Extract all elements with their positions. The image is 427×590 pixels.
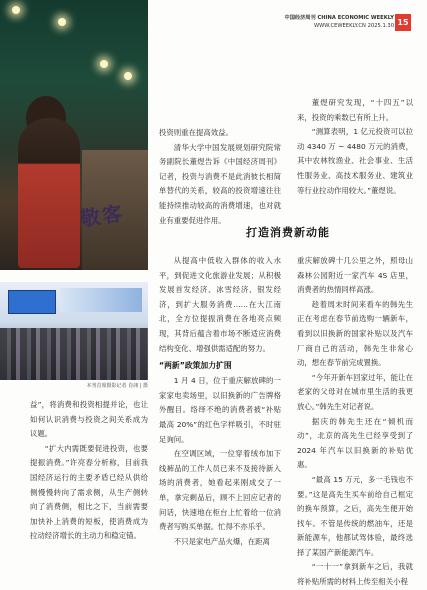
website-date: WWW.CEWEEKLY.CN 2025.1.30 <box>314 23 394 29</box>
paragraph: 益”，将消费和投资相提并论，也让如何认识消费与投资之间关系成为议题。 <box>30 400 148 439</box>
paragraph: 在空调区域，一位穿着绒布加下线裤品的工作人员已来不及接待新入场的消费者，她看起来刚成交了一单，拿完剩品后，顾不上回应记者的问话，快速地在柜台上忙着给一位消费者写购买单据。忙得不亦乐乎。 <box>159 449 281 532</box>
column-lower-middle <box>159 254 281 549</box>
column-lower-right <box>297 254 413 590</box>
column-upper-right <box>297 96 413 198</box>
lamp-light <box>100 60 108 68</box>
subheading: “两新”政策加力扩围 <box>159 361 232 371</box>
lamp-light <box>124 72 132 80</box>
stall-sign: 敬客 <box>78 201 126 231</box>
paragraph: “最高 15 万元，多一毛钱也不要。”这是高先生买车前给自己框定的换车预算，之后，高先生便开始找车。不管是传统的燃油车，还是新能源车，他都试驾体验，最终选择了某国产新能源汽车。 <box>297 474 413 557</box>
lamp-light <box>58 18 66 26</box>
column-lower-left <box>30 398 148 544</box>
running-header <box>285 14 394 30</box>
paragraph: 1 月 4 日，位于重庆解放碑的一家家电卖场里，以旧换新的广告牌格外醒目。络绎不绝的消费者被“补贴最高 20%”的红色字样吸引，不时驻足询问。 <box>159 376 281 444</box>
shopper-figure <box>18 118 80 268</box>
exhibition-banner <box>60 288 142 312</box>
paragraph: 董煜研究发现，“十四五”以来，投资的乘数已有所上升。 <box>297 98 413 122</box>
paragraph: 从提高中低收入群体的收入水平，到促进文化旅游业发展；从积极发展首发经济、冰雪经济、银发经济，到扩大服务消费……在大江南北，全方位提振消费在各地亮点频现，其背后蕴含着市场不断适应消费结构变化、增强供需适配的努力。 <box>159 256 281 353</box>
market-photo <box>0 0 148 270</box>
paragraph: 趁着周末时间来看车的韩先生正在考虑在春节前选购一辆新车，看到以旧换新的国家补贴以及汽车厂商自己的活动，韩先生非常心动，想在春节前完成置换。 <box>297 299 413 368</box>
paragraph: 投资则重在提高效益。 <box>159 128 233 137</box>
photo-caption: 本刊首席摄影记者 肖翊 | 摄 <box>86 383 148 389</box>
exhibition-photo <box>0 282 148 380</box>
paragraph: 不只是家电产品火爆，在距离 <box>173 536 270 546</box>
paragraph: 清华大学中国发展规划研究院常务副院长董煜告诉《中国经济周刊》记者，投资与消费不是此消彼长相简单替代的关系，较高的投资增速往往能持续推动较高的消费增速，也对就业有重要促进作用。 <box>159 142 281 225</box>
section-heading: 打造消费新动能 <box>246 226 330 239</box>
paragraph: “扩大内需既要促进投资，也要提振消费。”许亮春分析称，目前我国经济运行的主要矛盾已经从供给侧慢慢转向了需求侧，从生产侧转向了消费侧，相比之下，当前需要加快补上消费的短板，使消费成为拉动经济增长的主动力和稳定锚。 <box>30 443 148 541</box>
paragraph: 据庆的韩先生还在“倾机而动”，北京的高先生已经享受到了 2024 年汽车以旧换新的补贴优惠。 <box>297 416 413 470</box>
paragraph: 重庆解放碑十几公里之外，照母山森林公园附近一家汽车 4S 店里，消费者的热情同样高涨。 <box>297 256 413 295</box>
paragraph: “一十一”拿到新车之后，我就将补贴所需的材料上传至相关小程 <box>297 562 413 587</box>
magazine-name: 中国经济周刊 CHINA ECONOMIC WEEKLY <box>284 15 394 21</box>
paragraph: “今年开新车回家过年，能让在老家的父母对在城市里生活的我更放心。”韩先生对记者说。 <box>297 372 413 411</box>
paragraph: “测算表明，1 亿元投资可以拉动 4340 万 ~ 4480 万元的消费，其中农林牧渔业、社会事业、生活性服务业、高技术服务业、建筑业等行业拉动作用较大。”董煜说。 <box>297 127 413 195</box>
visitor-crowd <box>0 328 148 380</box>
display-screen <box>8 290 56 314</box>
column-upper-middle <box>159 126 281 228</box>
page-number: 15 <box>395 14 411 31</box>
lamp-light <box>12 6 20 14</box>
